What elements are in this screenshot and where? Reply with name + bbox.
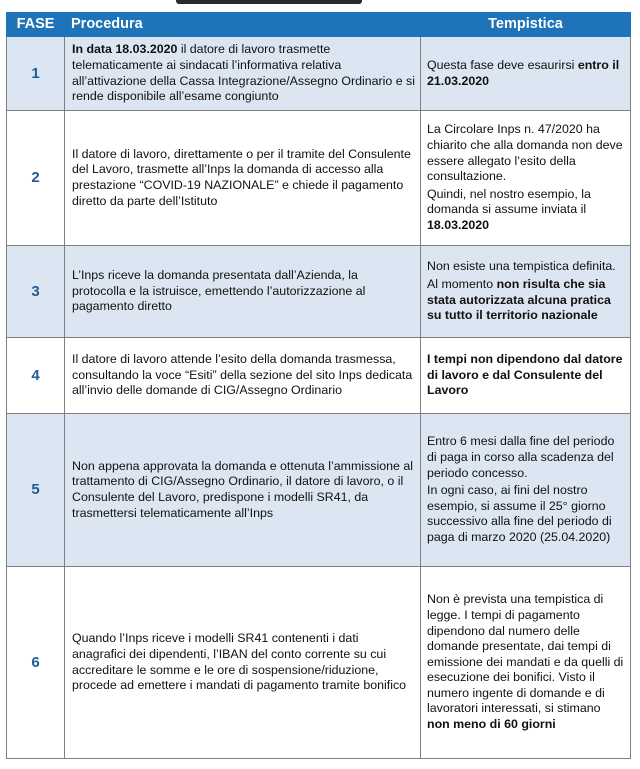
tempistica-text: Non è prevista una tempistica di legge. I tempi di pagamento dipendono dal numero delle domande presentate, dai tempi di emissione dei mandati e da quelli di esecuzione dei bonifici. Visto il numero ingente di domande e di lavoratori interessati, si stimano bbox=[427, 592, 624, 716]
fase-number: 3 bbox=[7, 246, 65, 338]
procedura-cell bbox=[65, 338, 421, 414]
tempistica-bold-text: entro il 21.03.2020 bbox=[427, 57, 620, 88]
tempistica-cell bbox=[421, 414, 631, 567]
procedura-bold-text: In data 18.03.2020 bbox=[72, 42, 178, 57]
tempistica-paragraph bbox=[427, 187, 625, 234]
tempistica-paragraph bbox=[427, 259, 625, 275]
table-row bbox=[7, 338, 631, 414]
table-row bbox=[7, 246, 631, 338]
procedura-cell bbox=[65, 111, 421, 246]
table-row bbox=[7, 567, 631, 759]
tempistica-text: Questa fase deve esaurirsi bbox=[427, 57, 578, 72]
procedura-text: Quando l’Inps riceve i modelli SR41 contenenti i dati anagrafici dei dipendenti, l’IBAN del conto corrente su cui accreditare le somme e le ore di sospensione/riduzione, procede ad emettere i mandati di pagamento tramite bonifico bbox=[72, 631, 407, 693]
table-header-row bbox=[7, 13, 631, 37]
tempistica-bold-text: I tempi non dipendono dal datore di lavoro e dal Consulente del Lavoro bbox=[427, 352, 623, 398]
fase-number: 4 bbox=[7, 338, 65, 414]
fase-number: 5 bbox=[7, 414, 65, 567]
tempistica-bold-text: non meno di 60 giorni bbox=[427, 717, 556, 732]
procedure-table bbox=[6, 12, 631, 759]
table-row bbox=[7, 37, 631, 111]
procedura-cell bbox=[65, 37, 421, 111]
top-tab-decoration bbox=[176, 0, 362, 4]
tempistica-paragraph bbox=[427, 352, 625, 399]
procedura-cell bbox=[65, 567, 421, 759]
tempistica-cell bbox=[421, 246, 631, 338]
tempistica-paragraph bbox=[427, 277, 625, 324]
procedura-text: Il datore di lavoro, direttamente o per il tramite del Consulente del Lavoro, trasmette all’Inps la domanda di accesso alla prestazione “COVID-19 NAZIONALE” e chiede il pagamento diretto da parte dell’Istituto bbox=[72, 146, 411, 208]
procedura-text: Il datore di lavoro attende l’esito della domanda trasmessa, consultando la voce “Esiti” della sezione del sito Inps dedicata all’invio delle domande di CIG/Assegno Ordinario bbox=[72, 352, 413, 398]
tempistica-text: Al momento bbox=[427, 276, 497, 291]
header-tempistica: Tempistica bbox=[421, 13, 631, 37]
fase-number: 6 bbox=[7, 567, 65, 759]
procedura-cell bbox=[65, 414, 421, 567]
tempistica-cell bbox=[421, 37, 631, 111]
procedura-text: Non appena approvata la domanda e ottenuta l’ammissione al trattamento di CIG/Assegno Ordinario, il datore di lavoro, o il Consulente del Lavoro, predispone i modelli SR41, da trasmettersi telematicamente all’Inps bbox=[72, 458, 413, 520]
header-fase: FASE bbox=[7, 13, 65, 37]
tempistica-cell bbox=[421, 338, 631, 414]
tempistica-paragraph bbox=[427, 434, 625, 481]
tempistica-paragraph bbox=[427, 483, 625, 545]
header-procedura: Procedura bbox=[65, 13, 421, 37]
fase-number: 1 bbox=[7, 37, 65, 111]
tempistica-text: Non esiste una tempistica definita. bbox=[427, 259, 616, 274]
top-strip bbox=[0, 0, 640, 6]
tempistica-paragraph bbox=[427, 592, 625, 732]
table-row bbox=[7, 414, 631, 567]
tempistica-text: La Circolare Inps n. 47/2020 ha chiarito che alla domanda non deve essere allegato l’esito della consultazione. bbox=[427, 122, 623, 184]
tempistica-bold-text: non risulta che sia stata autorizzata alcuna pratica su tutto il territorio nazionale bbox=[427, 276, 611, 323]
tempistica-text: Quindi, nel nostro esempio, la domanda si assume inviata il bbox=[427, 186, 591, 217]
tempistica-text: In ogni caso, ai fini del nostro esempio, si assume il 25° giorno successivo alla fine del periodo di paga di marzo 2020 (25.04.2020) bbox=[427, 483, 612, 544]
tempistica-text: Entro 6 mesi dalla fine del periodo di paga in corso alla scadenza del periodo concesso. bbox=[427, 434, 615, 480]
tempistica-paragraph bbox=[427, 122, 625, 184]
tempistica-paragraph bbox=[427, 58, 625, 89]
fase-number: 2 bbox=[7, 111, 65, 246]
tempistica-cell bbox=[421, 111, 631, 246]
procedura-text: il datore di lavoro trasmette telematicamente ai sindacati l’informativa relativa all’attivazione della Cassa Integrazione/Assegno Ordinario e si rende disponibile all’esame congiunto bbox=[72, 42, 415, 104]
procedura-text: L’Inps riceve la domanda presentata dall’Azienda, la protocolla e la istruisce, emettendo l’autorizzazione al pagamento diretto bbox=[72, 268, 366, 314]
tempistica-cell bbox=[421, 567, 631, 759]
procedura-cell bbox=[65, 246, 421, 338]
tempistica-bold-text: 18.03.2020 bbox=[427, 217, 490, 232]
table-row bbox=[7, 111, 631, 246]
